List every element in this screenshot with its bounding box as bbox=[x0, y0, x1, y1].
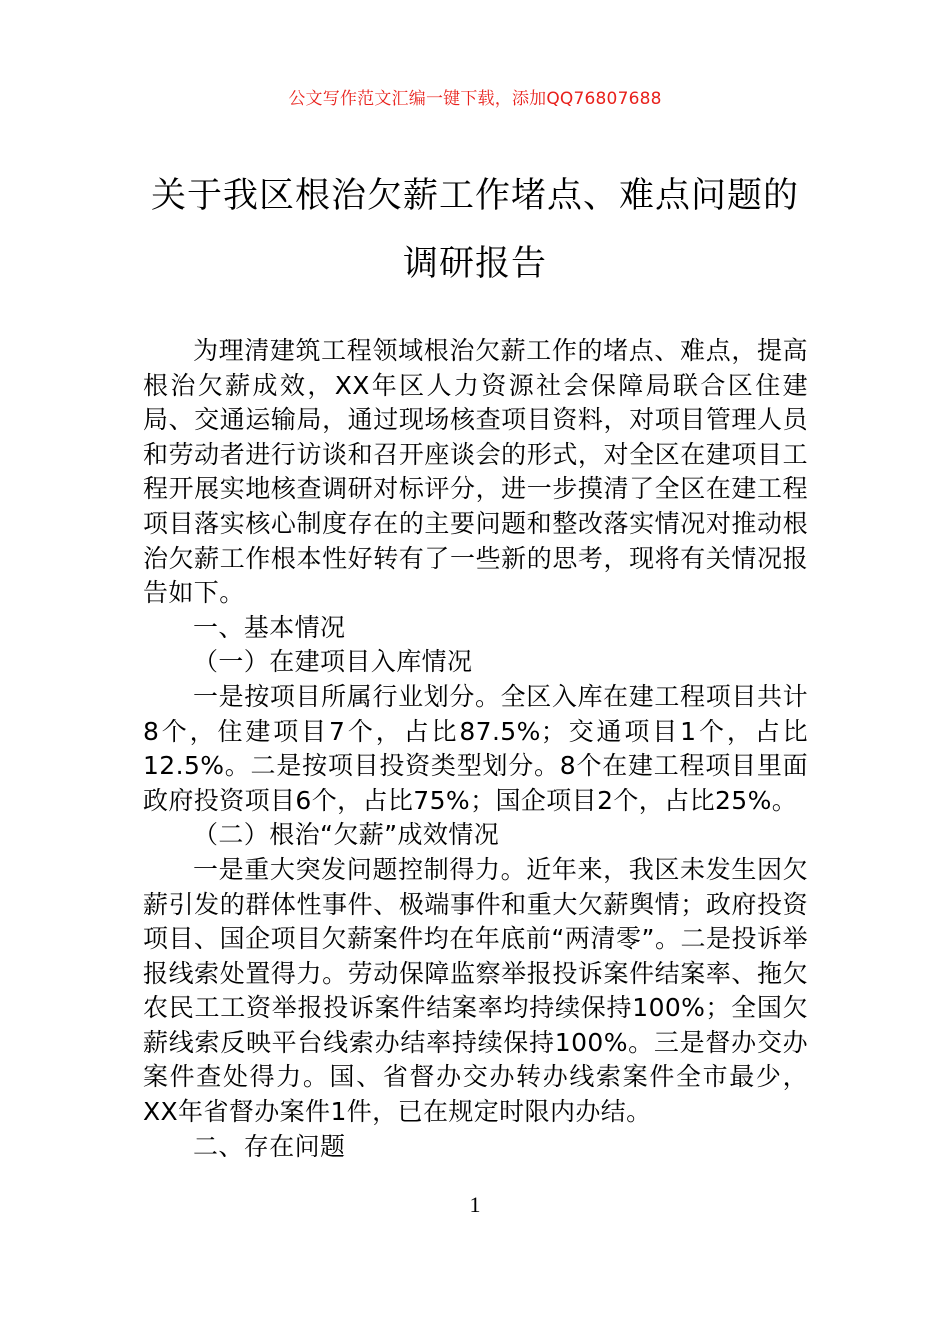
subsection-heading-results: （二）根治“欠薪”成效情况 bbox=[193, 820, 500, 850]
section-heading-basic: 一、基本情况 bbox=[193, 612, 346, 642]
promo-banner: 公文写作范文汇编一键下载，添加QQ76807688 bbox=[288, 89, 662, 109]
subsection-heading-projects: （一）在建项目入库情况 bbox=[193, 647, 473, 677]
paragraph-results: 一是重大突发问题控制得力。近年来，我区未发生因欠薪引发的群体性事件、极端事件和重大欠薪舆情；政府投资项目、国企项目欠薪案件均在年底前“两清零”。二是投诉举报线索处置得力。劳动保障监察举报投诉案件结案率、拖欠农民工工资举报投诉案件结案率均持续保持100%；全国欠薪线索反映平台线索办结率持续保持100%。三是督办交办案件查处得力。国、省督办交办转办线索案件全市最少，XX年省督办案件1件，已在规定时限内办结。 bbox=[143, 854, 808, 1127]
document-title-line-2: 调研报告 bbox=[402, 244, 547, 284]
page-number: 1 bbox=[469, 1192, 481, 1217]
document-body bbox=[143, 334, 808, 1164]
section-heading-problems: 二、存在问题 bbox=[193, 1131, 346, 1161]
paragraph-projects: 一是按项目所属行业划分。全区入库在建工程项目共计8个，住建项目7个，占比87.5%；交通项目1个，占比12.5%。二是按项目投资类型划分。8个在建工程项目里面政府投资项目6个，占比75%；国企项目2个，占比25%。 bbox=[143, 681, 808, 815]
document-title-line-1: 关于我区根治欠薪工作堵点、难点问题的 bbox=[150, 176, 799, 216]
paragraph-intro: 为理清建筑工程领域根治欠薪工作的堵点、难点，提高根治欠薪成效，XX年区人力资源社会保障局联合区住建局、交通运输局，通过现场核查项目资料，对项目管理人员和劳动者进行访谈和召开座谈会的形式，对全区在建项目工程开展实地核查调研对标评分，进一步摸清了全区在建工程项目落实核心制度存在的主要问题和整改落实情况对推动根治欠薪工作根本性好转有了一些新的思考，现将有关情况报告如下。 bbox=[143, 336, 808, 608]
